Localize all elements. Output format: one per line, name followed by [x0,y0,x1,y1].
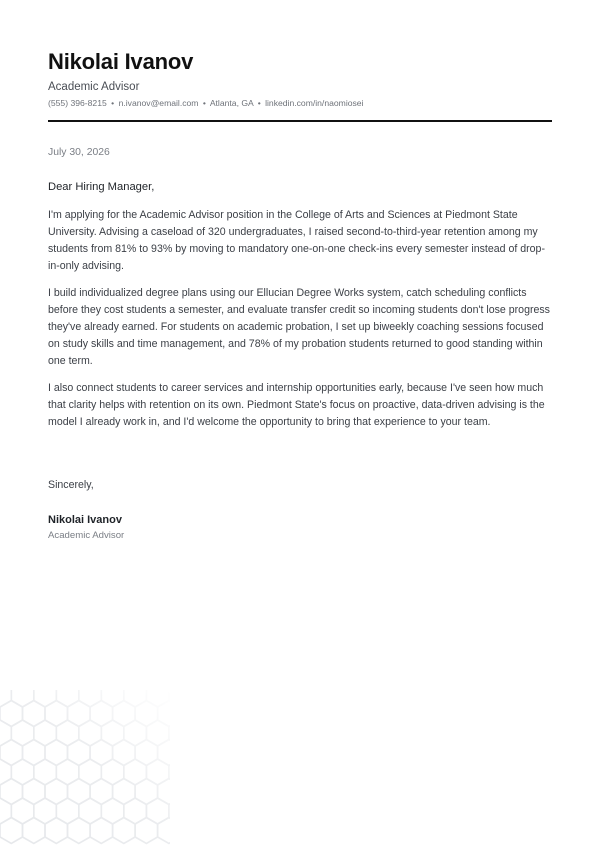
letter-header [48,48,552,110]
header-divider [48,120,552,122]
contact-phone: (555) 396-8215 [48,98,107,108]
contact-separator: • [111,98,115,108]
hexagon-pattern-decoration [0,690,170,848]
body-paragraph-2: I build individualized degree plans using our Ellucian Degree Works system, catch scheduling conflicts before they cost students a semester, and evaluate transfer credit so incoming students don't lose progress they've already earned. For students on academic probation, I set up biweekly coaching sessions focused on study skills and time management, and 78% of my probation students returned to good standing within one term. [48,287,550,367]
applicant-title: Academic Advisor [48,81,140,93]
signature-title: Academic Advisor [48,530,125,541]
body-paragraph-3: I also connect students to career services and internship opportunities early, because I've seen how much that clarity helps with retention on its own. Piedmont State's focus on proactive, data-driven advising is the model I already work in, and I'd welcome the opportunity to bring that experience to your team. [48,382,545,428]
contact-separator: • [257,98,261,108]
letter-body [48,179,554,441]
closing: Sincerely, [48,479,94,491]
body-paragraph-1: I'm applying for the Academic Advisor position in the College of Arts and Sciences at Piedmont State University. Advising a caseload of 320 undergraduates, I raised second-to-third-year retention among my students from 81% to 93% by moving to mandatory one-on-one check-ins every semester instead of drop-in-only advising. [48,209,545,272]
contact-email: n.ivanov@email.com [118,98,199,108]
contact-linkedin: linkedin.com/in/naomiosei [265,98,364,108]
applicant-name: Nikolai Ivanov [48,49,194,74]
contact-line [48,97,552,110]
salutation: Dear Hiring Manager, [48,181,155,193]
signature-name: Nikolai Ivanov [48,514,122,526]
letter-date: July 30, 2026 [48,147,110,158]
contact-location: Atlanta, GA [209,98,254,108]
contact-separator: • [202,98,206,108]
